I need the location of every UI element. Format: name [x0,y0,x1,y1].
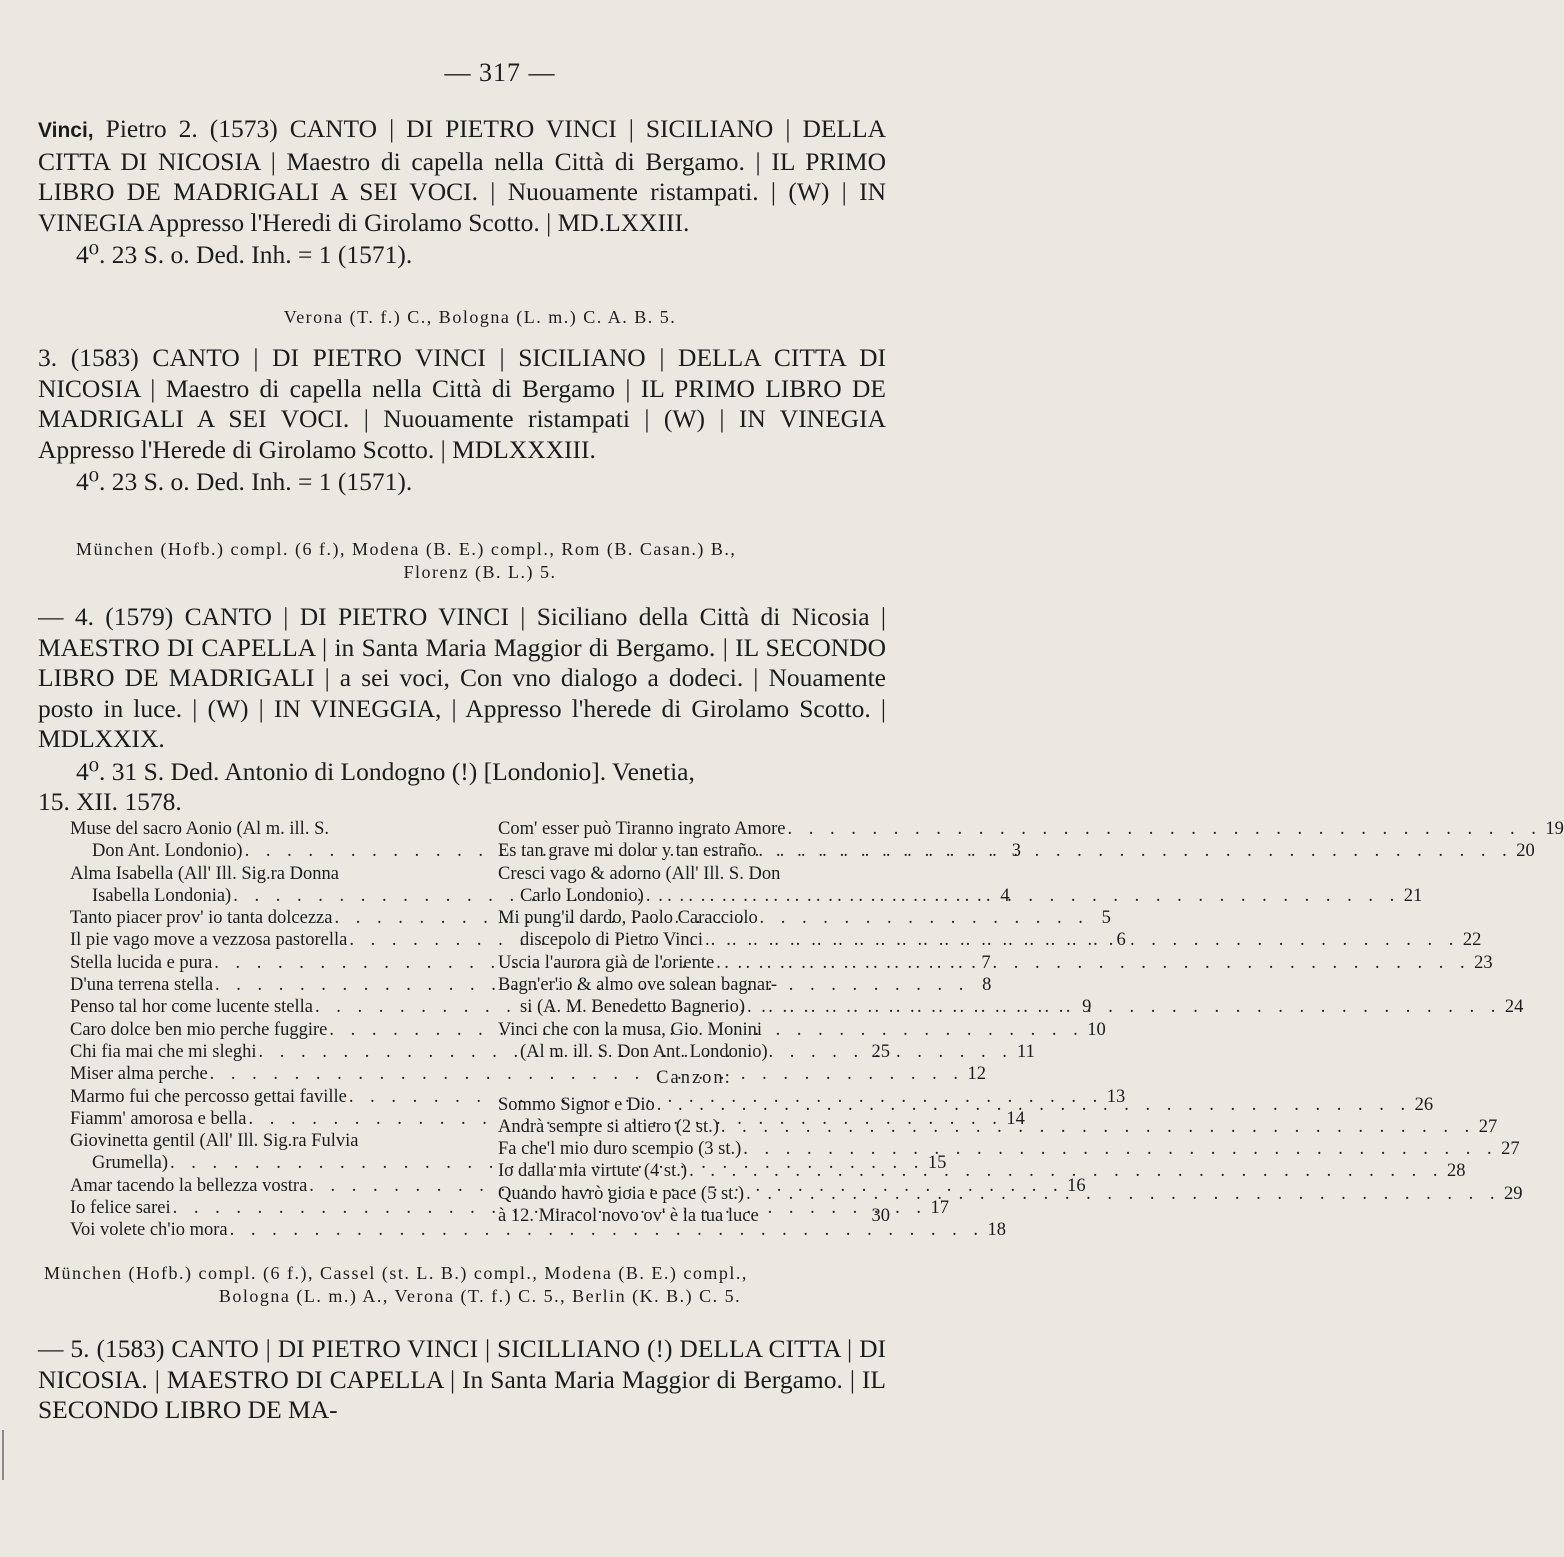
piece-title: Marmo fui che percosso gettai faville [70,1086,347,1107]
piece-title: Cresci vago & adorno (All' Ill. S. Don [498,863,781,884]
page-ref: 25 [871,1041,890,1062]
piece-title: D'una terrena stella [70,975,214,996]
contents-row [498,974,890,996]
page-ref: 17 [930,1198,950,1219]
leader-dots [744,1183,1502,1205]
page-ref: 22 [1462,930,1482,951]
contents-heading: Canzon: [656,1068,732,1089]
leader-dots [745,996,1503,1018]
entry-vinci-2-title: Pietro 2. (1573) CANTO | DI PIETRO VINCI | SICILIANO | DELLA CITTA DI NICOSIA | Maestro di capella nella Città di Bergamo. | IL PRIMO LIBRO DE MADRIGALI A SEI VOCI. | Nuouamente ristampati. | (W) | IN VINEGIA Appresso l'Heredi di Girolamo Scotto. | MD.LXXIII. [38,114,886,237]
leader-dots [756,840,1514,862]
page-ref: 18 [987,1220,1007,1241]
page-ref: 8 [982,975,992,996]
piece-title: Io dalla mia virtute (4 st.) [498,1161,688,1182]
entry-vinci-5-title: — 5. (1583) CANTO | DI PIETRO VINCI | SICILLIANO (!) DELLA CITTA | DI NICOSIA. | MAESTRO DI CAPELLA | In Santa Maria Maggior di Bergamo. | IL SECONDO LIBRO DE MA- [38,1334,886,1424]
author-name: Vinci, [38,119,94,142]
contents-row [498,1205,890,1227]
page-ref: 15 [927,1153,947,1174]
piece-title: Carlo Londonio) [520,885,644,906]
piece-title: Tanto piacer prov' io tanta dolcezza [70,908,333,929]
leader-dots [655,1094,1413,1116]
page-ref: 13 [1106,1086,1126,1107]
piece-title: Amar tacendo la bellezza vostra [70,1175,308,1196]
entry-vinci-3-locations-1: München (Hofb.) compl. (6 f.), Modena (B. E.) compl., Rom (B. Casan.) B., [76,539,737,559]
page-ref: 4 [1000,885,1010,906]
page-ref: 21 [1403,885,1423,906]
page-ref: 5 [1101,908,1111,929]
piece-title: à 12. Miracol novo ov' è la tua luce [498,1206,759,1227]
entry-vinci-3-title: 3. (1583) CANTO | DI PIETRO VINCI | SICILIANO | DELLA CITTA DI NICOSIA | Maestro di capella nella Città di Bergamo | IL PRIMO LIBRO DE MADRIGALI A SEI VOCI. | Nuouamente ristampati | (W) | IN VINEGIA Appresso l'Herede di Girolamo Scotto. | MDLXXXIII. [38,343,886,464]
contents-row [70,1130,470,1152]
piece-title: (Al m. ill. S. Don Ant. Londonio) [520,1041,768,1062]
piece-title: Es tan grave mi dolor y tan estraño [498,841,757,862]
contents-row [498,1138,1520,1160]
piece-title: Isabella Londonia) [92,885,232,906]
page-ref: 3 [1011,841,1021,862]
entry-vinci-2-locations: Verona (T. f.) C., Bologna (L. m.) C. A. B. 5. [283,307,677,327]
piece-title: Mi pung'il dardo, Paolo Caracciolo [498,908,758,929]
page-ref: 29 [1503,1183,1523,1204]
contents-row [498,818,1564,840]
page-ref: 20 [1516,841,1535,862]
page-number: — 317 — [444,58,556,87]
piece-title: Fiamm' amorosa e bella [70,1108,247,1129]
piece-title: Uscia l'aurora già de l'oriente [498,952,715,973]
page-ref: 19 [1545,819,1564,839]
entry-vinci-5 [38,1334,886,1426]
leader-dots [714,952,1472,974]
piece-title: Stella lucida e pura [70,952,213,973]
contents-row [498,863,890,885]
entry-vinci-4-format: 4⁰. 31 S. Ded. Antonio di Londogno (!) [Londonio]. Venetia, [76,756,695,786]
piece-title: Com' esser può Tiranno ingrato Amore [498,819,786,839]
piece-title: Penso tal hor come lucente stella [70,997,313,1018]
contents-row [498,1041,890,1063]
entry-vinci-4-locations-2: Bologna (L. m.) A., Verona (T. f.) C. 5., Berlin (K. B.) C. 5. [218,1286,742,1306]
piece-title: si (A. M. Benedetto Bagnerio) [520,997,746,1018]
entry-vinci-3-format: 4⁰. 23 S. o. Ded. Inh. = 1 (1571). [76,467,413,496]
entry-vinci-3 [38,343,886,498]
contents-row [498,952,1493,974]
entry-vinci-4-locations-1: München (Hofb.) compl. (6 f.), Cassel (st. L. B.) compl., Modena (B. E.) compl., [44,1263,748,1283]
piece-title: Fa che'l mio duro scempio (3 st.) [498,1139,742,1160]
page-ref: 9 [1082,997,1092,1018]
contents-row [70,1219,1007,1241]
entry-vinci-4-title: — 4. (1579) CANTO | DI PIETRO VINCI | Siciliano della Città di Nicosia | MAESTRO DI CAPELLA | in Santa Maria Maggior di Bergamo. | IL SECONDO LIBRO DE MADRIGALI | a sei voci, Con vno dialogo a dodeci. | Nouamente posto in luce. | (W) | IN VINEGGIA, | Appresso l'herede di Girolamo Scotto. | MDLXXIX. [38,602,886,753]
page-ref: 27 [1501,1139,1520,1160]
leader-dots [786,818,1544,840]
contents-row [498,840,1535,862]
piece-title: Quando havrò gioia e pace (5 st.) [498,1183,745,1204]
leader-dots [719,1116,1477,1138]
piece-title: Don Ant. Londonio) [92,841,243,862]
page-ref: 14 [1006,1108,1025,1129]
entry-vinci-3-locations-2: Florenz (B. L.) 5. [403,562,557,582]
margin-mark [2,1430,4,1480]
page-ref: 6 [1116,930,1126,951]
contents-row [498,929,1482,951]
page-ref: 10 [1087,1019,1106,1040]
contents-row [498,1019,890,1041]
piece-title: Il pie vago move a vezzosa pastorella [70,930,348,951]
page-ref: 27 [1478,1116,1498,1137]
contents-row [70,818,470,840]
contents-row [498,885,1423,907]
page-ref: 28 [1446,1161,1466,1182]
leader-dots [644,885,1402,907]
contents-row [498,996,1524,1018]
leader-dots [687,1160,1445,1182]
page-ref: 16 [1067,1175,1086,1196]
piece-title: Alma Isabella (All' Ill. Sig.ra Donna [70,863,339,884]
piece-title: Andrà sempre si altiero (2 st.) [498,1116,719,1137]
piece-title: Chi fia mai che mi sleghi [70,1041,257,1062]
piece-title: Grumella) [92,1153,169,1174]
entry-vinci-4-format-cont: 15. XII. 1578. [38,787,182,816]
entry-vinci-2-format: 4⁰. 23 S. o. Ded. Inh. = 1 (1571). [76,240,413,269]
page-ref: 7 [981,952,991,973]
entry-vinci-2-text [38,114,886,238]
piece-title: Giovinetta gentil (All' Ill. Sig.ra Fulvia [70,1131,359,1152]
entry-vinci-4 [38,602,886,818]
page-ref: 26 [1414,1094,1434,1115]
piece-title: Caro dolce ben mio perche fuggire [70,1019,328,1040]
piece-title: Bagn'er'io & almo ove solean bagnar- [498,975,778,996]
piece-title: Sommo Signor e Dio [498,1094,655,1115]
piece-title: Miser alma perche [70,1064,208,1085]
piece-title: discepolo di Pietro Vinci [520,930,704,951]
leader-dots [703,929,1461,951]
leader-dots [741,1138,1499,1160]
piece-title: Voi volete ch'io mora [70,1220,228,1241]
piece-title: Io felice sarei [70,1198,171,1219]
contents-row [70,863,470,885]
piece-title: Vinci che con la musa, Gio. Monini [498,1019,763,1040]
entry-vinci-2 [38,114,886,271]
page-ref: 23 [1474,952,1493,973]
contents-row [498,907,890,929]
page-ref: 24 [1504,997,1524,1018]
page-ref: 30 [871,1206,890,1227]
page-ref: 12 [967,1064,987,1085]
piece-title: Muse del sacro Aonio (Al m. ill. S. [70,819,329,839]
page-ref: 11 [1017,1041,1035,1062]
